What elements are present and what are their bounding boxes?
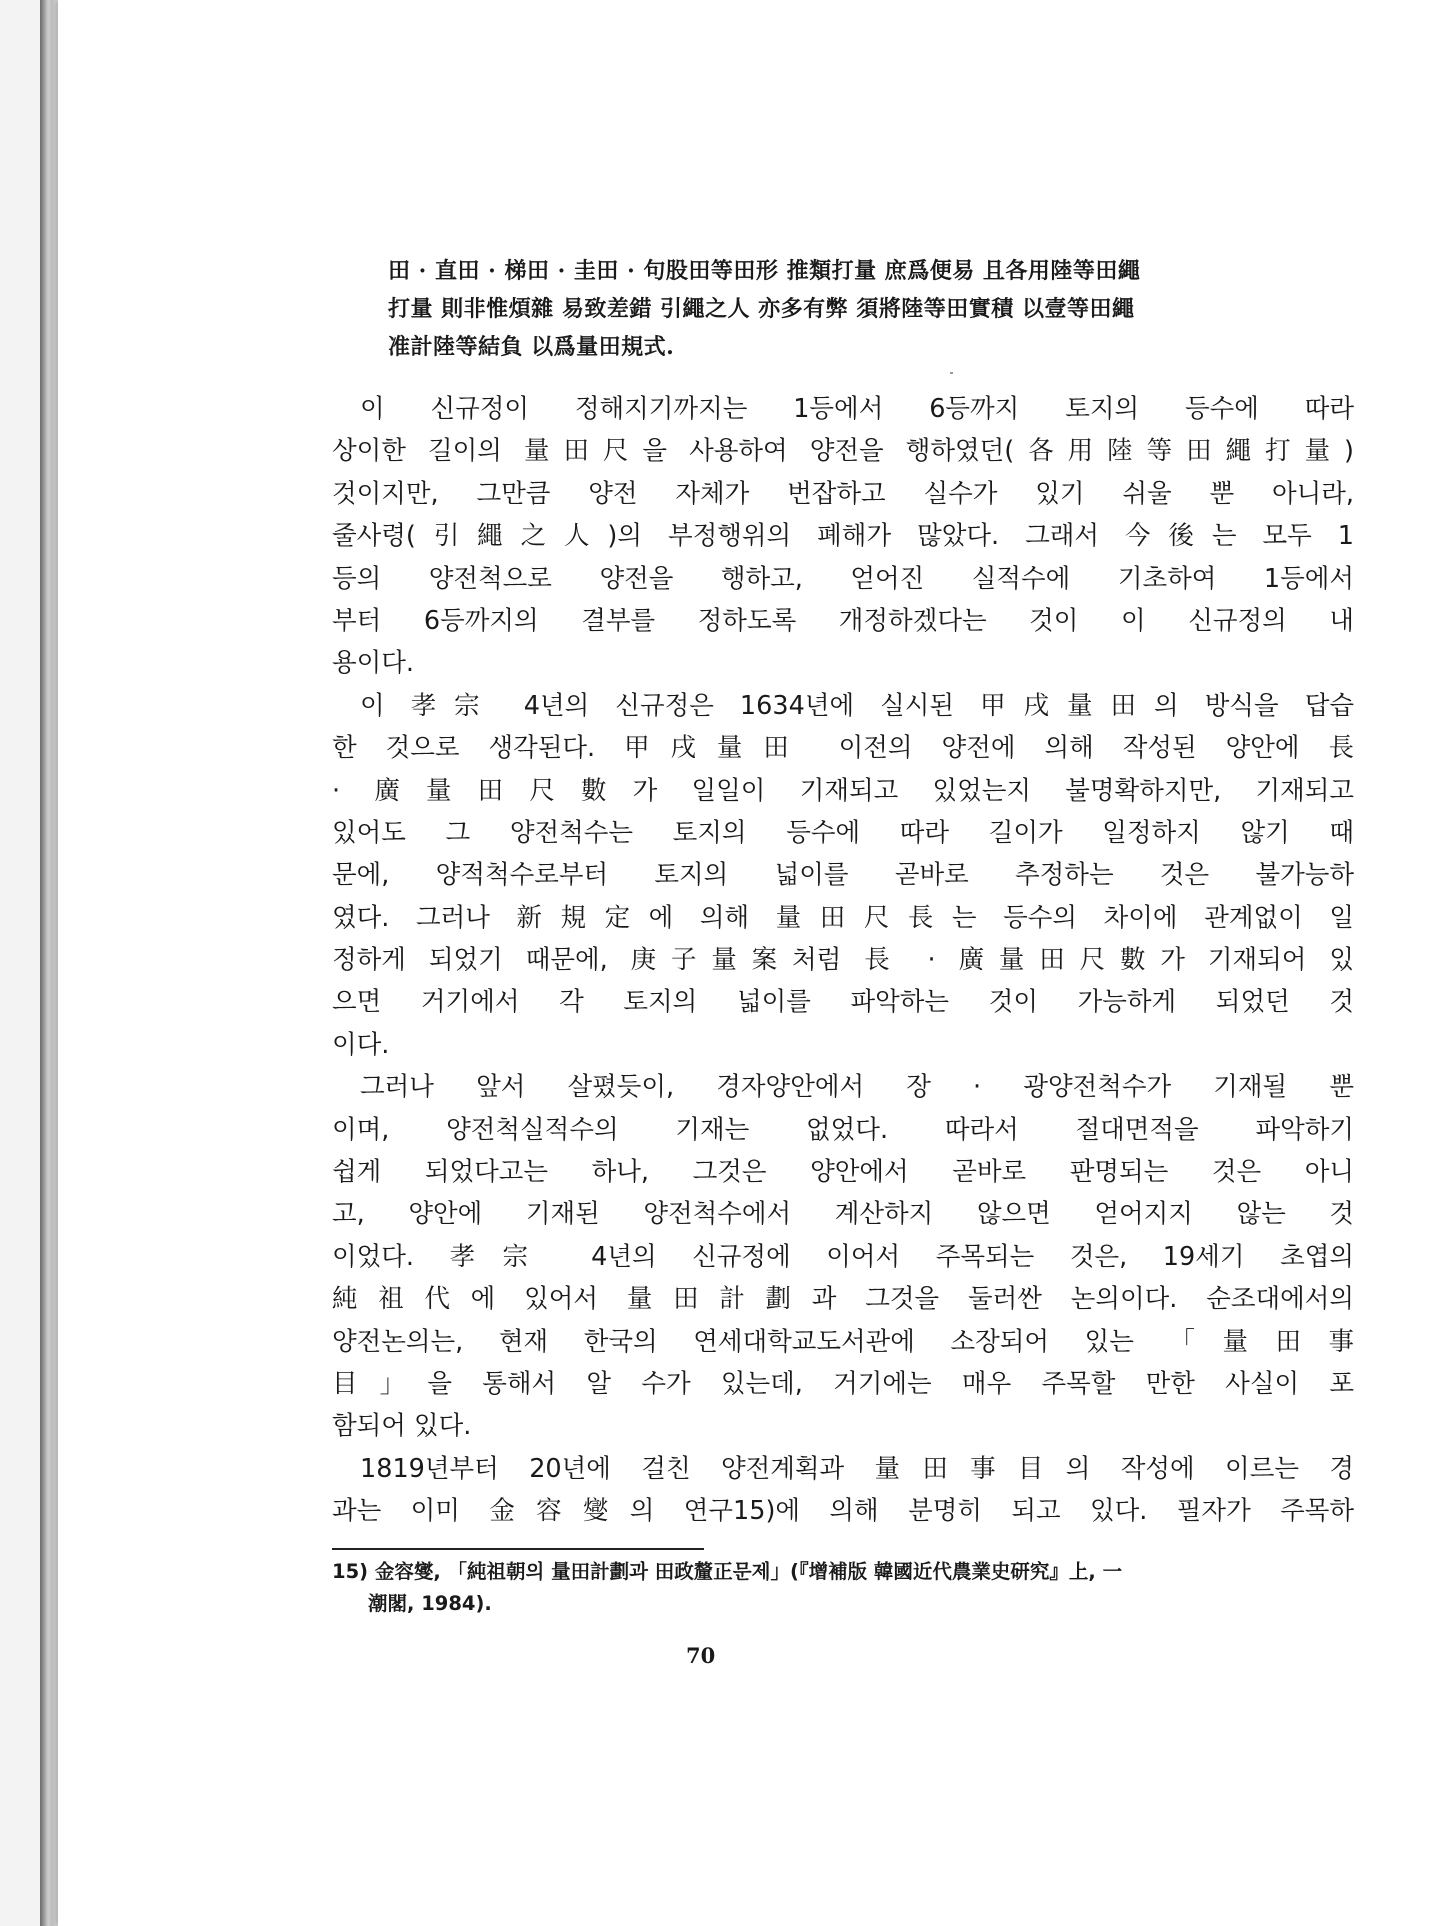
text-line: 한 것으로 생각된다. 甲戌量田 이전의 양전에 의해 작성된 양안에 長 <box>332 733 1354 764</box>
text-line: 純祖代에 있어서 量田計劃과 그것을 둘러싼 논의이다. 순조대에서의 <box>332 1284 1354 1315</box>
text-line: 상이한 길이의 量田尺을 사용하여 양전을 행하였던(各用陸等田繩打量) <box>332 436 1354 467</box>
paragraph <box>332 1066 1354 1448</box>
text-line: 양전논의는, 현재 한국의 연세대학교도서관에 소장되어 있는 「量田事 <box>332 1326 1354 1357</box>
text-line: 이 신규정이 정해지기까지는 1등에서 6등까지 토지의 등수에 따라 <box>360 394 1354 424</box>
quote-line: 准計陸等結負 以爲量田規式. <box>388 334 675 360</box>
text-line: 줄사령(引繩之人)의 부정행위의 폐해가 많았다. 그래서 今後는 모두 1 <box>332 521 1354 552</box>
footnote-line: 潮閣, 1984). <box>368 1592 492 1615</box>
text-line: 였다. 그러나 新規定에 의해 量田尺長는 등수의 차이에 관계없이 일 <box>332 902 1354 933</box>
text-line: 目」을 통해서 알 수가 있는데, 거기에는 매우 주목할 만한 사실이 포 <box>332 1368 1354 1399</box>
paragraph <box>332 1448 1354 1533</box>
text-line: 용이다. <box>332 648 415 679</box>
text-line: 함되어 있다. <box>332 1411 472 1442</box>
text-line: 정하게 되었기 때문에, 庚子量案처럼 長 · 廣量田尺數가 기재되어 있 <box>332 945 1354 976</box>
page-stack-edge <box>40 0 58 1926</box>
paragraph <box>332 388 1354 685</box>
text-line: 이다. <box>332 1029 390 1060</box>
scan-speck <box>950 372 953 374</box>
classical-chinese-quote <box>388 252 1354 366</box>
text-line: 문에, 양적척수로부터 토지의 넓이를 곧바로 추정하는 것은 불가능하 <box>332 860 1354 891</box>
text-line: 이었다. 孝宗 4년의 신규정에 이어서 주목되는 것은, 19세기 초엽의 <box>332 1241 1354 1272</box>
footnote-divider <box>332 1548 704 1550</box>
text-line: 1819년부터 20년에 걸친 양전계획과 量田事目의 작성에 이르는 경 <box>360 1453 1354 1484</box>
text-line: 그러나 앞서 살폈듯이, 경자양안에서 장 · 광양전척수가 기재될 뿐 <box>360 1072 1354 1103</box>
text-line: 이 孝宗 4년의 신규정은 1634년에 실시된 甲戌量田의 방식을 답습 <box>360 690 1354 721</box>
quote-line: 打量 則非惟煩雜 易致差錯 引繩之人 亦多有弊 須將陸等田實積 以壹等田繩 <box>388 296 1135 322</box>
page-number: 70 <box>686 1643 716 1668</box>
text-line: · 廣量田尺數가 일일이 기재되고 있었는지 불명확하지만, 기재되고 <box>332 775 1354 806</box>
text-line: 있어도 그 양전척수는 토지의 등수에 따라 길이가 일정하지 않기 때 <box>332 817 1354 848</box>
text-line: 과는 이미 金容燮의 연구15)에 의해 분명히 되고 있다. 필자가 주목하 <box>332 1496 1354 1527</box>
text-line: 부터 6등까지의 결부를 정하도록 개정하겠다는 것이 이 신규정의 내 <box>332 605 1354 636</box>
document-page <box>58 0 1439 1926</box>
text-line: 고, 양안에 기재된 양전척수에서 계산하지 않으면 얻어지지 않는 것 <box>332 1199 1354 1230</box>
footnote-line: 15) 金容燮, 「純祖朝의 量田計劃과 田政釐正문제」(『增補版 韓國近代農業史研究』上, 一 <box>332 1560 1123 1583</box>
footnote <box>332 1556 1354 1620</box>
text-line: 으면 거기에서 각 토지의 넓이를 파악하는 것이 가능하게 되었던 것 <box>332 987 1354 1018</box>
paragraph <box>332 685 1354 1067</box>
quote-line: 田 · 直田 · 梯田 · 圭田 · 句股田等田形 推類打量 庶爲便易 且各用陸等田繩 <box>388 258 1141 284</box>
body-text <box>332 388 1354 1533</box>
text-line: 이며, 양전척실적수의 기재는 없었다. 따라서 절대면적을 파악하기 <box>332 1114 1354 1145</box>
text-line: 쉽게 되었다고는 하나, 그것은 양안에서 곧바로 판명되는 것은 아니 <box>332 1157 1354 1188</box>
text-line: 등의 양전척으로 양전을 행하고, 얻어진 실적수에 기초하여 1등에서 <box>332 563 1354 594</box>
text-line: 것이지만, 그만큼 양전 자체가 번잡하고 실수가 있기 쉬울 뿐 아니라, <box>332 478 1354 509</box>
